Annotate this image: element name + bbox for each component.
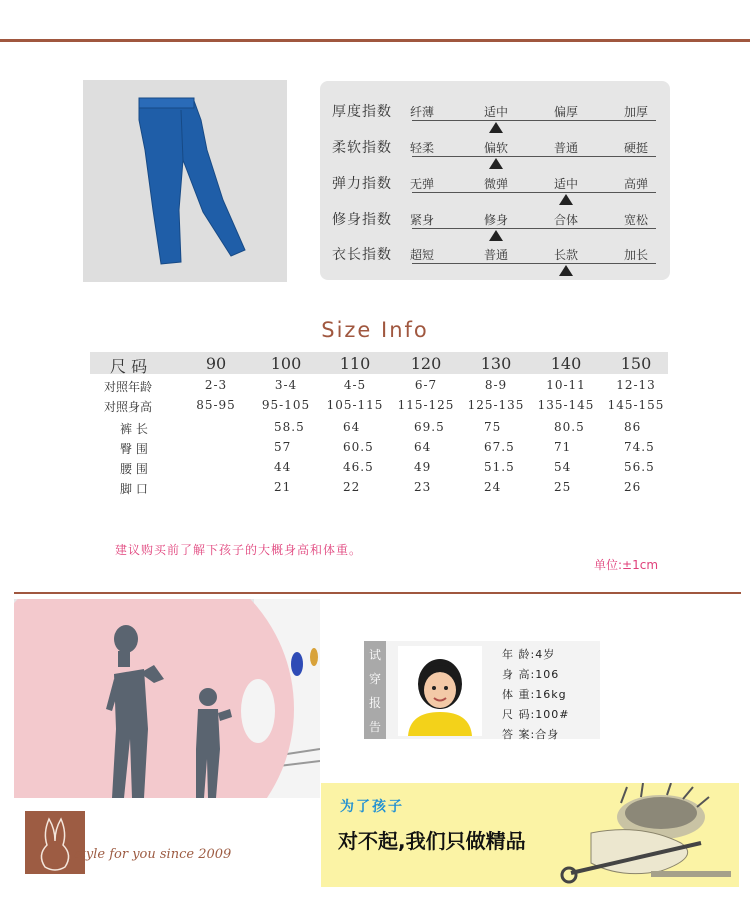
size-header-cell: 150 <box>620 354 652 373</box>
size-table-cell: 44 <box>274 460 292 474</box>
size-header-cell: 110 <box>339 354 371 373</box>
size-table-cell: 54 <box>554 460 572 474</box>
size-info-title: Size Info <box>321 318 429 342</box>
fabric-index-scale-line <box>412 228 656 229</box>
banner-headline: 对不起,我们只做精品 <box>338 829 526 853</box>
fabric-index-label: 弹力指数 <box>332 176 392 192</box>
jeans-illustration <box>83 80 287 282</box>
size-table-cell: 46.5 <box>343 460 374 474</box>
brand-logo <box>25 811 85 874</box>
fabric-index-option: 普通 <box>483 248 508 262</box>
fabric-index-label: 厚度指数 <box>332 104 392 120</box>
fabric-index-option: 加厚 <box>623 105 648 119</box>
size-table-cell: 105-115 <box>326 398 384 412</box>
size-table-cell: 10-11 <box>546 378 586 392</box>
size-table-cell: 4-5 <box>343 378 367 392</box>
size-table-cell: 58.5 <box>274 420 305 434</box>
size-table-cell: 67.5 <box>484 440 515 454</box>
lifestyle-photo <box>14 599 320 798</box>
fabric-index-scale-line <box>412 192 656 193</box>
tryon-label-char: 报 <box>368 696 381 710</box>
tryon-height: 身 高:106 <box>502 668 560 681</box>
size-table-cell: 95-105 <box>261 398 311 412</box>
fabric-index-option: 加长 <box>623 248 648 262</box>
fabric-index-option: 适中 <box>483 105 508 119</box>
fabric-index-label: 修身指数 <box>332 212 392 228</box>
size-row-label: 对照身高 <box>104 400 153 414</box>
size-table-cell: 135-145 <box>537 398 595 412</box>
size-header-cell: 120 <box>410 354 442 373</box>
size-table-cell: 24 <box>484 480 502 494</box>
fabric-index-option: 偏软 <box>483 141 508 155</box>
fabric-index-row <box>320 203 670 239</box>
brand-slogan: style for you since 2009 <box>74 847 232 862</box>
size-advice-text: 建议购买前了解下孩子的大概身高和体重。 <box>115 543 363 557</box>
size-header-cell: 100 <box>270 354 302 373</box>
fabric-index-row <box>320 238 670 274</box>
size-table-cell: 26 <box>624 480 642 494</box>
fabric-index-option: 适中 <box>553 177 578 191</box>
fabric-index-option: 硬挺 <box>623 141 648 155</box>
rabbit-logo-icon <box>25 811 85 874</box>
fabric-index-option: 修身 <box>483 213 508 227</box>
tryon-size: 尺 码:100# <box>502 708 570 721</box>
size-row-label: 对照年龄 <box>104 380 153 394</box>
size-table-cell: 23 <box>414 480 432 494</box>
fabric-index-scale-line <box>412 120 656 121</box>
size-table-cell: 125-135 <box>467 398 525 412</box>
silhouette-wall-illustration <box>14 599 320 798</box>
middle-divider <box>14 592 741 594</box>
top-divider <box>0 39 750 42</box>
fabric-index-option: 偏厚 <box>553 105 578 119</box>
fabric-index-option: 合体 <box>553 213 578 227</box>
tryon-age: 年 龄:4岁 <box>502 648 556 661</box>
size-table-cell: 60.5 <box>343 440 374 454</box>
child-portrait-illustration <box>398 646 482 736</box>
size-table-cell: 86 <box>624 420 642 434</box>
tryon-label-char: 告 <box>368 720 381 734</box>
fabric-index-scale-line <box>412 156 656 157</box>
size-table-cell: 51.5 <box>484 460 515 474</box>
size-header-label: 尺 码 <box>110 357 148 376</box>
size-table-cell: 75 <box>484 420 502 434</box>
size-table-cell: 74.5 <box>624 440 655 454</box>
tryon-verdict: 答 案:合身 <box>502 728 560 741</box>
model-child-photo <box>398 646 482 736</box>
size-table-cell: 57 <box>274 440 292 454</box>
size-table-cell: 85-95 <box>196 398 236 412</box>
size-table-cell: 69.5 <box>414 420 445 434</box>
size-table-cell: 8-9 <box>484 378 508 392</box>
size-header-cell: 130 <box>480 354 512 373</box>
product-photo <box>83 80 287 282</box>
size-row-label: 臀 围 <box>120 442 148 456</box>
size-table-cell: 64 <box>343 420 361 434</box>
size-table-cell: 6-7 <box>414 378 438 392</box>
size-table-cell: 21 <box>274 480 292 494</box>
size-table-cell: 80.5 <box>554 420 585 434</box>
fabric-index-option: 轻柔 <box>409 141 434 155</box>
tryon-label-char: 穿 <box>368 672 381 686</box>
size-table-cell: 56.5 <box>624 460 655 474</box>
banner-subtitle: 为了孩子 <box>340 799 404 815</box>
fabric-index-option: 高弹 <box>623 177 648 191</box>
unit-note: 单位:±1cm <box>594 558 659 572</box>
size-table-cell: 145-155 <box>607 398 665 412</box>
size-header-cell: 90 <box>205 354 227 373</box>
fabric-index-row <box>320 131 670 167</box>
fabric-index-option: 无弹 <box>409 177 434 191</box>
size-row-label: 腰 围 <box>120 462 148 476</box>
fabric-index-label: 柔软指数 <box>332 140 392 156</box>
tryon-report-label <box>364 641 386 739</box>
size-row-label: 脚 口 <box>120 482 148 496</box>
tryon-weight: 体 重:16kg <box>502 688 567 701</box>
size-table-cell: 12-13 <box>616 378 656 392</box>
fabric-index-option: 长款 <box>553 248 578 262</box>
fabric-index-option: 超短 <box>409 248 434 262</box>
size-table-cell: 22 <box>343 480 361 494</box>
size-row-label: 裤 长 <box>120 422 148 436</box>
fabric-index-marker-icon <box>559 265 573 276</box>
size-table-cell: 25 <box>554 480 572 494</box>
fabric-index-option: 紧身 <box>409 213 434 227</box>
size-table-cell: 2-3 <box>204 378 228 392</box>
fabric-index-scale-line <box>412 263 656 264</box>
fabric-index-row <box>320 167 670 203</box>
size-table-cell: 71 <box>554 440 572 454</box>
size-table-cell: 49 <box>414 460 432 474</box>
size-table-cell: 3-4 <box>274 378 298 392</box>
size-table-cell: 64 <box>414 440 432 454</box>
fabric-index-row <box>320 95 670 131</box>
fabric-index-label: 衣长指数 <box>332 247 392 263</box>
fabric-index-option: 微弹 <box>483 177 508 191</box>
fabric-index-option: 普通 <box>553 141 578 155</box>
tryon-label-char: 试 <box>368 648 381 662</box>
fabric-index-option: 宽松 <box>623 213 648 227</box>
fabric-index-option: 纤薄 <box>409 105 434 119</box>
size-table-cell: 115-125 <box>397 398 455 412</box>
size-header-cell: 140 <box>550 354 582 373</box>
